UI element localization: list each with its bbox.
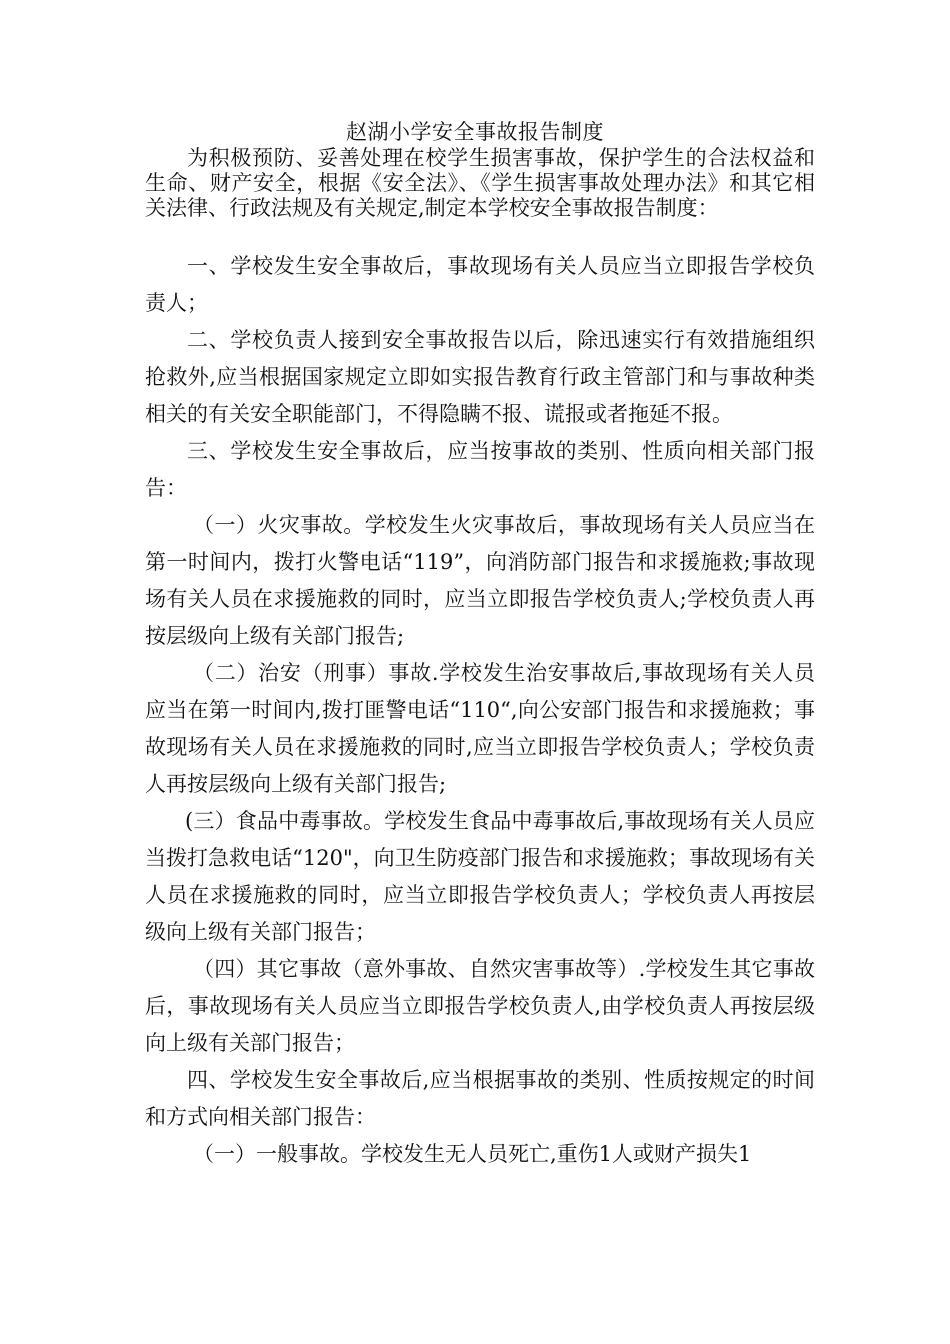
- paragraph-3-2: （二）治安（刑事）事故.学校发生治安事故后,事故现场有关人员应当在第一时间内,拨打匪警电话“110“,向公安部门报告和求援施救；事故现场有关人员在求援施救的同时,应当立即报告学校负责人；学校负责人再按层级向上级有关部门报告;: [145, 661, 815, 796]
- document-body: [145, 248, 815, 1173]
- paragraph-2: 二、学校负责人接到安全事故报告以后，除迅速实行有效措施组织抢救外,应当根据国家规定立即如实报告教育行政主管部门和与事故种类相关的有关安全职能部门，不得隐瞒不报、谎报或者拖延不报。: [145, 328, 815, 426]
- paragraph-4: 四、学校发生安全事故后,应当根据事故的类别、性质按规定的时间和方式向相关部门报告：: [145, 1068, 815, 1129]
- paragraph-3-3: (三）食品中毒事故。学校发生食品中毒事故后,事故现场有关人员应当拨打急救电话“120"，向卫生防疫部门报告和求援施救；事故现场有关人员在求援施救的同时，应当立即报告学校负责人；学校负责人再按层级向上级有关部门报告；: [145, 809, 815, 944]
- document-title: 赵湖小学安全事故报告制度: [346, 120, 604, 144]
- paragraph-4-1: （一）一般事故。学校发生无人员死亡,重伤1人或财产损失1: [193, 1142, 752, 1166]
- paragraph-3-1: （一）火灾事故。学校发生火灾事故后，事故现场有关人员应当在第一时间内，拨打火警电话“119”，向消防部门报告和求援施救;事故现场有关人员在求援施救的同时，应当立即报告学校负责人;学校负责人再按层级向上级有关部门报告;: [145, 513, 815, 648]
- paragraph-3: 三、学校发生安全事故后，应当按事故的类别、性质向相关部门报告：: [145, 439, 815, 500]
- intro-paragraph: 为积极预防、妥善处理在校学生损害事故，保护学生的合法权益和生命、财产安全，根据《安全法》、《学生损害事故处理办法》和其它相关法律、行政法规及有关规定,制定本学校安全事故报告制度：: [145, 146, 815, 220]
- paragraph-3-4: （四）其它事故（意外事故、自然灾害事故等）.学校发生其它事故后，事故现场有关人员应当立即报告学校负责人,由学校负责人再按层级向上级有关部门报告；: [145, 957, 815, 1055]
- paragraph-1: 一、学校发生安全事故后，事故现场有关人员应当立即报告学校负责人；: [145, 254, 815, 315]
